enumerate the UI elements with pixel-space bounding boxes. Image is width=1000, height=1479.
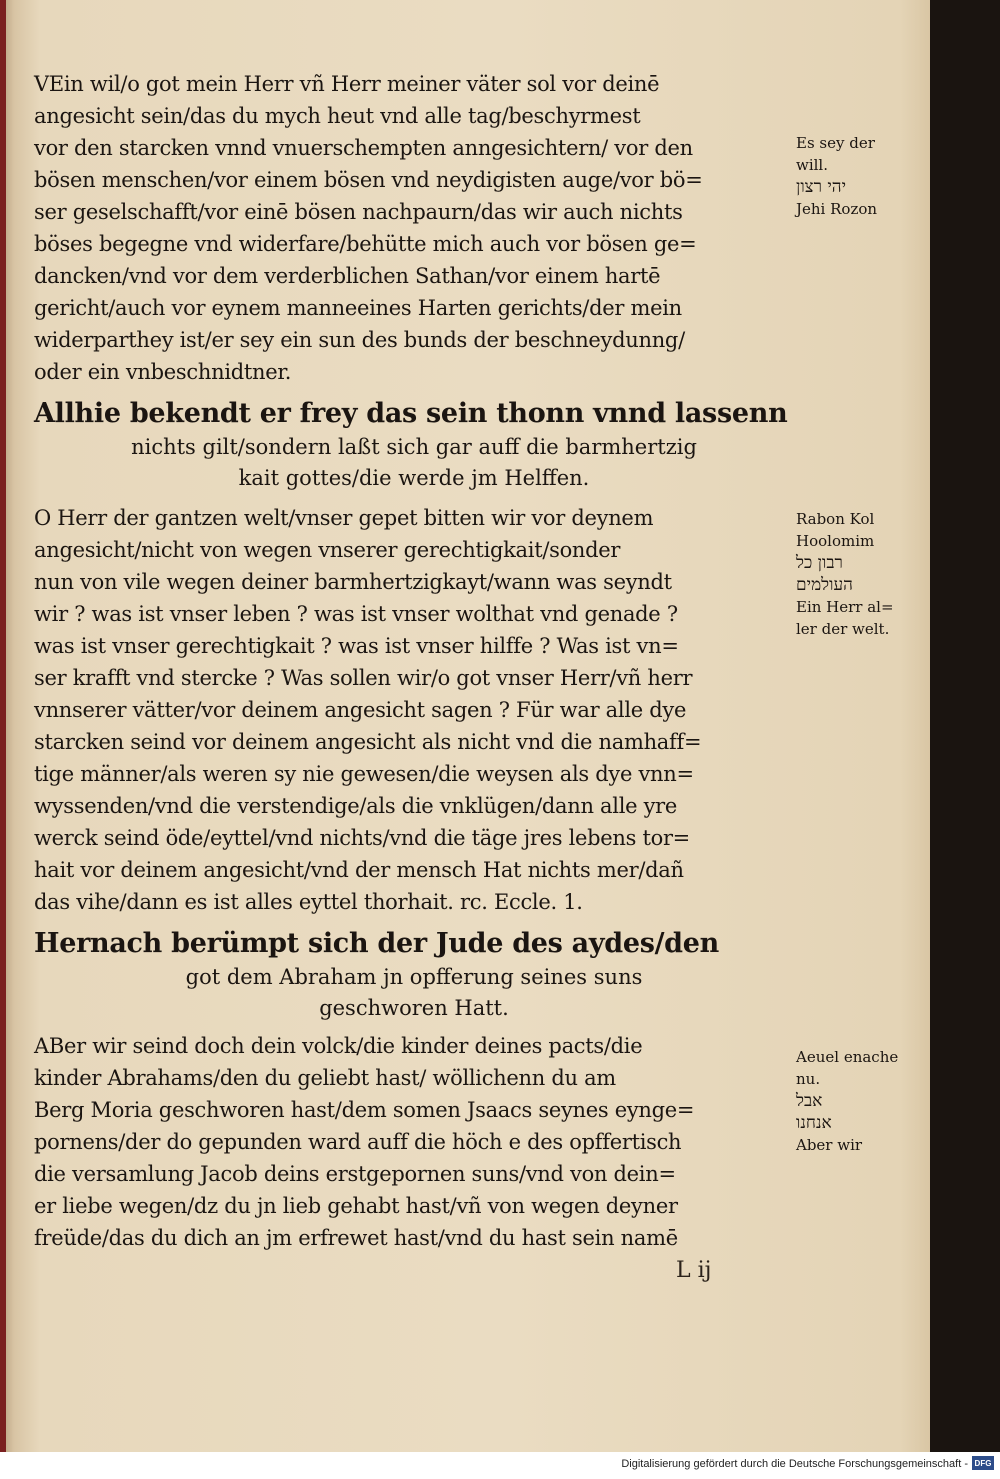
text-line: ABer wir seind doch dein volck/die kinder deines pacts/die <box>34 1034 643 1058</box>
margin-line: Ein Herr al= <box>796 598 894 616</box>
text-line: VEin wil/o got mein Herr vñ Herr meiner väter sol vor deinē <box>34 72 660 96</box>
dfg-logo: DFG <box>972 1456 994 1470</box>
text-line: wyssenden/vnd die verstendige/als die vnklügen/dann alle yre <box>34 794 678 818</box>
text-line: tige männer/als weren sy nie gewesen/die weysen als dye vnn= <box>34 762 694 786</box>
margin-line: nu. <box>796 1070 821 1088</box>
paragraph-3 <box>34 1030 794 1254</box>
text-line: kinder Abrahams/den du geliebt hast/ wöllichenn du am <box>34 1066 616 1090</box>
heading-line: kait gottes/die werde jm Helffen. <box>238 466 590 490</box>
funding-note: Digitalisierung gefördert durch die Deutsche Forschungsgemeinschaft - <box>621 1458 968 1470</box>
text-line: werck seind öde/eyttel/vnd nichts/vnd die täge jres lebens tor= <box>34 826 690 850</box>
text-line: widerparthey ist/er sey ein sun des bunds der beschneydunng/ <box>34 328 685 352</box>
margin-line: Rabon Kol <box>796 510 875 528</box>
paragraph-2 <box>34 502 794 918</box>
text-line: ser geselschafft/vor einē bösen nachpaurn/das wir auch nichts <box>34 200 683 224</box>
text-line: freüde/das du dich an jm erfrewet hast/vnd du hast sein namē <box>34 1226 678 1250</box>
margin-note-3 <box>796 1046 926 1156</box>
text-line: wir ? was ist vnser leben ? was ist vnser wolthat vnd genade ? <box>34 602 678 626</box>
text-line: ser krafft vnd stercke ? Was sollen wir/o got vnser Herr/vñ herr <box>34 666 693 690</box>
text-line: er liebe wegen/dz du jn lieb gehabt hast/vñ von wegen deyner <box>34 1194 678 1218</box>
margin-note-1 <box>796 132 926 220</box>
paragraph-1 <box>34 68 794 388</box>
heading-line: Hernach berümpt sich der Jude des aydes/den <box>34 928 719 959</box>
text-line: angesicht/nicht von wegen vnserer gerechtigkait/sonder <box>34 538 621 562</box>
margin-hebrew: העולמים <box>796 575 853 595</box>
text-line: böses begegne vnd widerfare/behütte mich auch vor bösen ge= <box>34 232 697 256</box>
margin-line: Aeuel enache <box>796 1048 899 1066</box>
text-line: vor den starcken vnnd vnuerschempten anngesichtern/ vor den <box>34 136 693 160</box>
text-line: oder ein vnbeschnidtner. <box>34 360 292 384</box>
margin-hebrew: אנחנו <box>796 1113 832 1133</box>
text-line: angesicht sein/das du mych heut vnd alle tag/beschyrmest <box>34 104 641 128</box>
catchword: L ij <box>676 1258 712 1283</box>
text-line: vnnserer vätter/vor deinem angesicht sagen ? Für war alle dye <box>34 698 687 722</box>
text-line: nun von vile wegen deiner barmhertzigkayt/wann was seyndt <box>34 570 672 594</box>
margin-line: Es sey der <box>796 134 875 152</box>
heading-line: nichts gilt/sondern laßt sich gar auff die barmhertzig <box>131 435 697 459</box>
margin-line: Jehi Rozon <box>796 200 878 218</box>
text-line: hait vor deinem angesicht/vnd der mensch Hat nichts mer/dañ <box>34 858 684 882</box>
section-heading-2 <box>34 926 794 1024</box>
text-line: was ist vnser gerechtigkait ? was ist vnser hilffe ? Was ist vn= <box>34 634 679 658</box>
heading-line: Allhie bekendt er frey das sein thonn vnnd lassenn <box>34 398 788 429</box>
margin-hebrew: יהי רצון <box>796 177 847 197</box>
margin-line: will. <box>796 156 828 174</box>
text-line: O Herr der gantzen welt/vnser gepet bitten wir vor deynem <box>34 506 654 530</box>
margin-line: Aber wir <box>796 1136 863 1154</box>
text-line: pornens/der do gepunden ward auff die höch e des opffertisch <box>34 1130 682 1154</box>
heading-line: got dem Abraham jn opfferung seines suns <box>185 965 643 989</box>
text-line: starcken seind vor deinem angesicht als nicht vnd die namhaff= <box>34 730 702 754</box>
text-line: bösen menschen/vor einem bösen vnd neydigisten auge/vor bö= <box>34 168 703 192</box>
text-line: dancken/vnd vor dem verderblichen Sathan/vor einem hartē <box>34 264 661 288</box>
text-line: Berg Moria geschworen hast/dem somen Jsaacs seynes eynge= <box>34 1098 695 1122</box>
margin-note-2 <box>796 508 926 640</box>
section-heading-1 <box>34 396 794 494</box>
heading-line: geschworen Hatt. <box>319 996 509 1020</box>
margin-line: ler der welt. <box>796 620 890 638</box>
margin-hebrew: רבון כל <box>796 553 843 573</box>
text-line: die versamlung Jacob deins erstgepornen suns/vnd von dein= <box>34 1162 676 1186</box>
margin-hebrew: אבל <box>796 1091 823 1111</box>
text-line: das vihe/dann es ist alles eyttel thorhait. rc. Eccle. 1. <box>34 890 583 914</box>
text-line: gericht/auch vor eynem manneeines Harten gerichts/der mein <box>34 296 682 320</box>
margin-line: Hoolomim <box>796 532 875 550</box>
